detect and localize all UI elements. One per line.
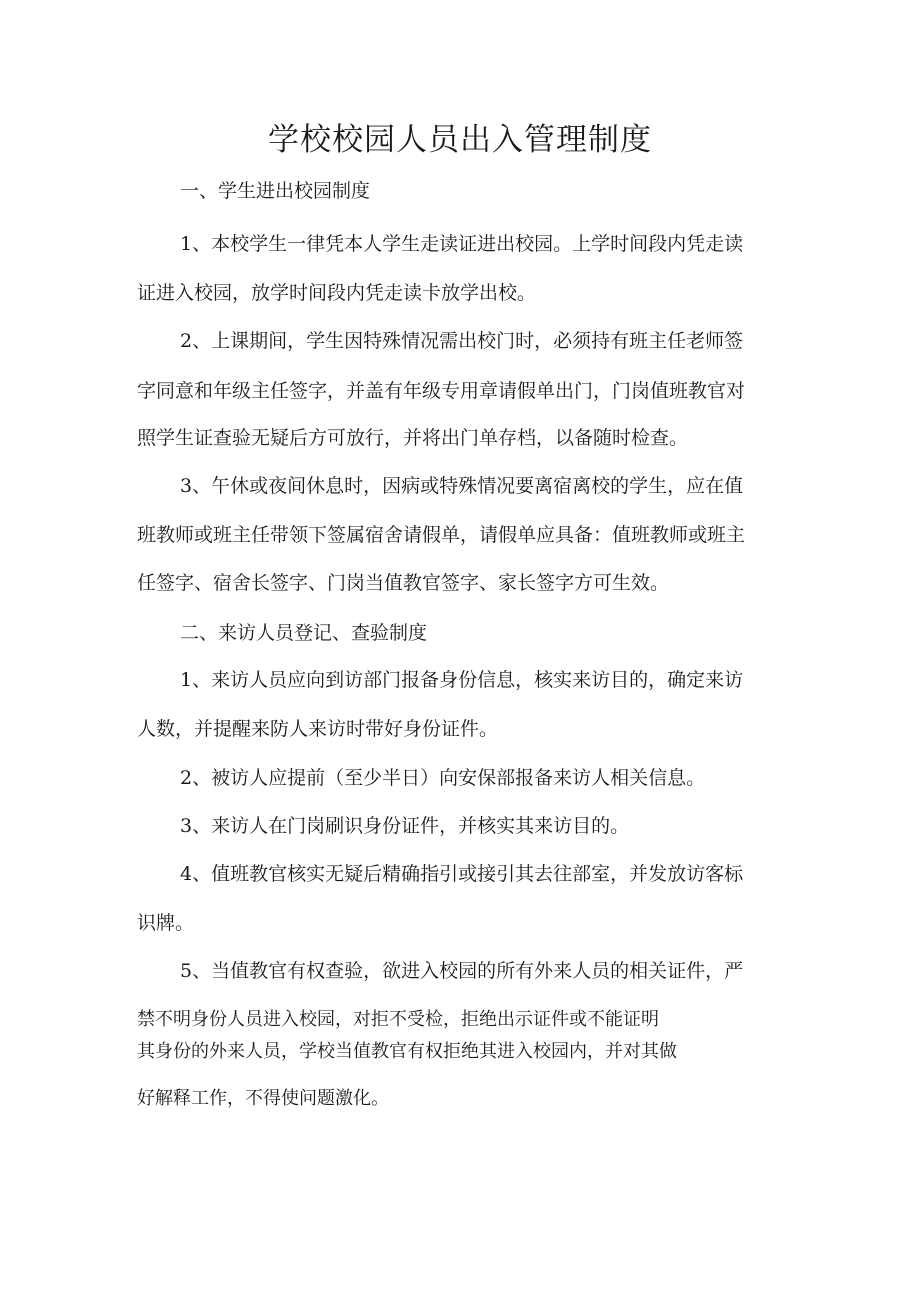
paragraph-line: 其身份的外来人员，学校当值教官有权拒绝其进入校园内，并对其做 xyxy=(137,1041,677,1062)
paragraph-line: 人数，并提醒来防人来访时带好身份证件。 xyxy=(137,718,499,740)
section-heading-visitors: 二、来访人员登记、查验制度 xyxy=(180,622,428,644)
paragraph-line: 1、本校学生一律凭本人学生走读证进出校园。上学时间段内凭走读 xyxy=(180,233,744,255)
paragraph-line: 3、午休或夜间休息时，因病或特殊情况要离宿离校的学生，应在值 xyxy=(180,475,744,497)
paragraph-line: 班教师或班主任带领下签属宿舍请假单，请假单应具备：值班教师或班主 xyxy=(137,524,746,546)
paragraph-line: 1、来访人员应向到访部门报备身份信息，核实来访目的，确定来访 xyxy=(180,669,744,691)
paragraph-line: 证进入校园，放学时间段内凭走读卡放学出校。 xyxy=(137,282,537,304)
paragraph-line: 任签字、宿舍长签字、门岗当值教官签字、家长签字方可生效。 xyxy=(137,572,670,594)
paragraph-line: 字同意和年级主任签字，并盖有年级专用章请假单出门，门岗值班教官对 xyxy=(137,380,746,402)
paragraph-line: 识牌。 xyxy=(137,912,195,934)
paragraph-line: 好解释工作，不得使问题激化。 xyxy=(137,1088,389,1109)
paragraph-line: 5、当值教官有权查验，欲进入校园的所有外来人员的相关证件，严 xyxy=(180,960,744,982)
paragraph-line: 禁不明身份人员进入校园，对拒不受检，拒绝出示证件或不能证明 xyxy=(137,1009,659,1030)
document-title: 学校校园人员出入管理制度 xyxy=(268,122,652,158)
paragraph-line: 2、上课期间，学生因特殊情况需出校门时，必须持有班主任老师签 xyxy=(180,330,744,352)
paragraph-line: 4、值班教官核实无疑后精确指引或接引其去往部室，并发放访客标 xyxy=(180,863,744,885)
section-heading-students: 一、学生进出校园制度 xyxy=(180,180,371,202)
paragraph-line: 3、来访人在门岗刷识身份证件，并核实其来访目的。 xyxy=(180,815,630,837)
paragraph-line: 照学生证查验无疑后方可放行，并将出门单存档，以备随时检查。 xyxy=(137,427,689,449)
paragraph-line: 2、被访人应提前（至少半日）向安保部报备来访人相关信息。 xyxy=(180,767,706,789)
